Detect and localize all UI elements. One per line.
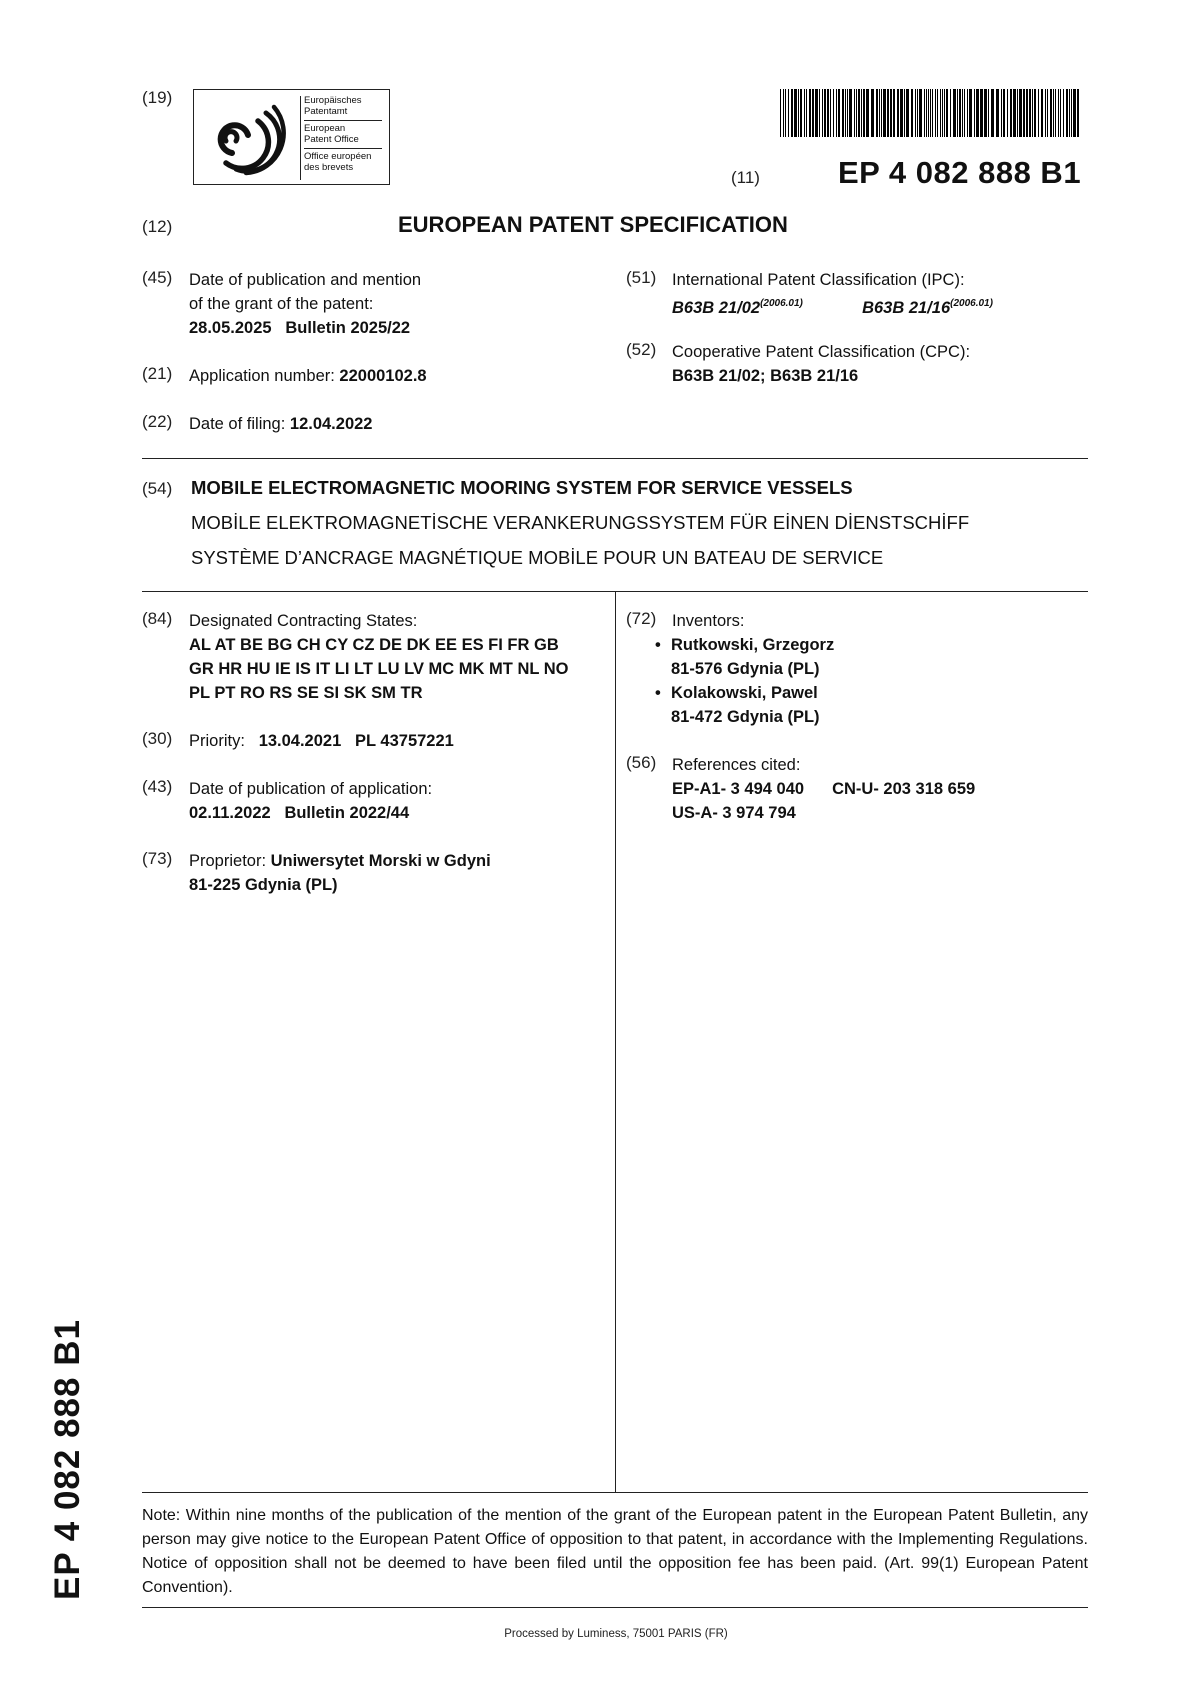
- processed-by: Processed by Luminess, 75001 PARIS (FR): [504, 1628, 728, 1640]
- title-german: MOBİLE ELEKTROMAGNETİSCHE VERANKERUNGSSYSTEM FÜR EİNEN DİENSTSCHİFF: [191, 512, 970, 533]
- barcode-bar: [996, 89, 999, 137]
- barcode-bar: [946, 89, 948, 137]
- patent-number: EP 4 082 888 B1: [838, 155, 1082, 190]
- barcode-bar: [953, 89, 956, 137]
- barcode-bar: [1066, 89, 1068, 137]
- barcode-bar: [1055, 89, 1056, 137]
- inventor-item: [655, 633, 834, 681]
- inid-code-22: (22): [142, 412, 173, 431]
- inid-code-51: (51): [626, 268, 657, 287]
- barcode-bar: [827, 89, 829, 137]
- inid-code-30: (30): [142, 729, 173, 748]
- title-english: MOBILE ELECTROMAGNETIC MOORING SYSTEM FOR SERVICE VESSELS: [191, 477, 853, 498]
- ipc-label: International Patent Classification (IPC):: [672, 271, 965, 289]
- designated-states-line: AL AT BE BG CH CY CZ DE DK EE ES FI FR GB: [189, 636, 559, 654]
- inid-code-56: (56): [626, 753, 657, 772]
- barcode-bar: [830, 89, 831, 137]
- barcode-bar: [1003, 89, 1005, 137]
- inid-code-12: (12): [142, 217, 173, 236]
- inid-code-45: (45): [142, 268, 173, 287]
- filing-date-row: [189, 412, 372, 436]
- inventor-address: 81-472 Gdynia (PL): [671, 708, 820, 726]
- ipc-class-1-version: (2006.01): [760, 298, 803, 309]
- barcode-bar: [798, 89, 799, 137]
- title-block: [191, 470, 969, 575]
- barcode-bar: [1007, 89, 1008, 137]
- inid-code-72: (72): [626, 609, 657, 628]
- priority-label: Priority:: [189, 732, 245, 750]
- barcode-bar: [1073, 89, 1076, 137]
- inid-code-21: (21): [142, 364, 173, 383]
- ipc-class-1: B63B 21/02: [672, 299, 761, 317]
- barcode-bar: [1038, 89, 1039, 137]
- references-label: References cited:: [672, 756, 801, 774]
- barcode-bar: [926, 89, 927, 137]
- inventor-address: 81-576 Gdynia (PL): [671, 660, 820, 678]
- barcode-bar: [836, 89, 837, 137]
- barcode-bar: [1045, 89, 1046, 137]
- barcode-bar: [879, 89, 880, 137]
- column-divider: [615, 591, 616, 1493]
- grant-publication: [189, 268, 421, 340]
- barcode-bar: [930, 89, 931, 137]
- barcode-bar: [800, 89, 802, 137]
- document-type: EUROPEAN PATENT SPECIFICATION: [398, 212, 788, 237]
- barcode-bar: [1047, 89, 1048, 137]
- inventors: [672, 609, 834, 729]
- barcode-bar: [1041, 89, 1043, 137]
- barcode-bar: [944, 89, 945, 137]
- application-number: 22000102.8: [339, 367, 427, 385]
- inventors-label: Inventors:: [672, 612, 745, 630]
- priority-date: 13.04.2021: [258, 732, 342, 750]
- divider: [142, 1607, 1088, 1608]
- proprietor-label: Proprietor:: [189, 852, 271, 870]
- barcode-bar: [883, 89, 886, 137]
- ipc-class-2-version: (2006.01): [950, 298, 993, 309]
- barcode-bar: [957, 89, 958, 137]
- barcode-bar: [991, 89, 994, 137]
- barcode-bar: [1032, 89, 1033, 137]
- ipc-class-2: B63B 21/16: [862, 299, 951, 317]
- barcode-bar: [897, 89, 899, 137]
- barcode-bar: [1069, 89, 1070, 137]
- barcode-bar: [858, 89, 860, 137]
- barcode-bar: [863, 89, 865, 137]
- title-french: SYSTÈME D’ANCRAGE MAGNÉTIQUE MOBİLE POUR UN BATEAU DE SERVICE: [191, 547, 884, 568]
- barcode-bar: [1019, 89, 1022, 137]
- barcode-bar: [845, 89, 846, 137]
- barcode-bar: [984, 89, 987, 137]
- barcode-bar: [783, 89, 784, 137]
- barcode-bar: [917, 89, 918, 137]
- barcode: [780, 89, 1082, 137]
- cpc-block: [672, 340, 970, 388]
- filing-date-label: Date of filing:: [189, 415, 290, 433]
- application-publication-date: 02.11.2022: [189, 804, 271, 822]
- barcode-bar: [964, 89, 965, 137]
- inid-code-73: (73): [142, 849, 173, 868]
- grant-publication-date: 28.05.2025: [189, 319, 272, 337]
- cpc-label: Cooperative Patent Classification (CPC):: [672, 343, 971, 361]
- reference-item: EP-A1- 3 494 040: [672, 780, 805, 798]
- barcode-bar: [847, 89, 848, 137]
- barcode-bar: [822, 89, 823, 137]
- barcode-bar: [974, 89, 975, 137]
- barcode-bar: [833, 89, 834, 137]
- barcode-bar: [1034, 89, 1036, 137]
- grant-publication-bulletin: Bulletin 2025/22: [285, 319, 411, 337]
- designated-states: [189, 609, 568, 705]
- barcode-bar: [1001, 89, 1002, 137]
- barcode-bar: [937, 89, 938, 137]
- barcode-bar: [842, 89, 844, 137]
- barcode-bar: [887, 89, 889, 137]
- grant-publication-label-2: of the grant of the patent:: [189, 295, 374, 313]
- application-number-label: Application number:: [189, 367, 340, 385]
- barcode-bar: [988, 89, 989, 137]
- barcode-bar: [1023, 89, 1025, 137]
- barcode-bar: [928, 89, 929, 137]
- epo-logo-icon: [196, 91, 296, 183]
- office-line: European: [304, 123, 346, 134]
- barcode-bar: [962, 89, 963, 137]
- proprietor-name: Uniwersytet Morski w Gdyni: [270, 852, 491, 870]
- barcode-bar: [911, 89, 913, 137]
- barcode-bar: [881, 89, 882, 137]
- designated-states-line: PL PT RO RS SE SI SK SM TR: [189, 684, 423, 702]
- barcode-bar: [1058, 89, 1059, 137]
- priority-number: PL 43757221: [355, 732, 454, 750]
- barcode-bar: [794, 89, 797, 137]
- barcode-bar: [904, 89, 905, 137]
- office-line: Patent Office: [304, 133, 359, 145]
- barcode-bar: [1053, 89, 1054, 137]
- barcode-bar: [1060, 89, 1061, 137]
- inventor-item: [655, 681, 834, 729]
- barcode-bar: [969, 89, 972, 137]
- barcode-bar: [1063, 89, 1064, 137]
- barcode-bar: [1071, 89, 1072, 137]
- barcode-bar: [815, 89, 818, 137]
- barcode-bar: [856, 89, 857, 137]
- barcode-bar: [876, 89, 878, 137]
- barcode-bar: [849, 89, 852, 137]
- office-line: Europäisches: [304, 95, 362, 106]
- barcode-bar: [809, 89, 811, 137]
- barcode-bar: [804, 89, 805, 137]
- filing-date: 12.04.2022: [289, 415, 373, 433]
- inid-code-54: (54): [142, 479, 173, 498]
- grant-publication-label-1: Date of publication and mention: [189, 271, 422, 289]
- barcode-bar: [1013, 89, 1016, 137]
- barcode-bar: [1050, 89, 1052, 137]
- inventor-name: • Kolakowski, Pawel: [671, 684, 818, 702]
- inid-code-19: (19): [142, 88, 173, 107]
- office-line: Patentamt: [304, 105, 348, 117]
- priority-row: [189, 729, 454, 753]
- barcode-bar: [893, 89, 895, 137]
- inid-code-84: (84): [142, 609, 173, 628]
- barcode-bar: [871, 89, 874, 137]
- office-line: des brevets: [304, 161, 354, 173]
- barcode-bar: [791, 89, 793, 137]
- barcode-bar: [806, 89, 807, 137]
- barcode-bar: [1029, 89, 1031, 137]
- designated-states-label: Designated Contracting States:: [189, 612, 418, 630]
- barcode-bar: [935, 89, 936, 137]
- application-publication: [189, 777, 432, 825]
- inventor-name: • Rutkowski, Grzegorz: [671, 636, 835, 654]
- barcode-bar: [900, 89, 903, 137]
- office-name: [300, 96, 386, 180]
- opposition-note: Note: Within nine months of the publication of the mention of the grant of the European patent in the European Patent Bulletin, any person may give notice to the European Patent Office of opposition to that patent, in accordance with the Implementing Regulations. Notice of opposition shall not be deemed to have been filed until the opposition fee has been paid. (Art. 99(1) European Patent Convention).: [142, 1507, 1088, 1596]
- barcode-bar: [819, 89, 820, 137]
- barcode-bar: [906, 89, 909, 137]
- barcode-bar: [1077, 89, 1079, 137]
- barcode-bar: [932, 89, 933, 137]
- reference-item: US-A- 3 974 794: [672, 804, 796, 822]
- application-publication-label: Date of publication of application:: [189, 780, 433, 798]
- barcode-bar: [1026, 89, 1028, 137]
- barcode-bar: [942, 89, 943, 137]
- barcode-bar: [1017, 89, 1018, 137]
- barcode-bar: [959, 89, 961, 137]
- inid-code-43: (43): [142, 777, 173, 796]
- inid-code-11: (11): [731, 168, 760, 187]
- inid-code-52: (52): [626, 340, 657, 359]
- barcode-bar: [890, 89, 892, 137]
- barcode-bar: [924, 89, 925, 137]
- barcode-bar: [785, 89, 786, 137]
- barcode-bar: [976, 89, 979, 137]
- office-line: Office européen: [304, 151, 372, 162]
- barcode-bar: [838, 89, 840, 137]
- barcode-bar: [967, 89, 968, 137]
- epo-logo: [193, 89, 390, 185]
- cpc-value: B63B 21/02; B63B 21/16: [672, 367, 859, 385]
- proprietor-address: 81-225 Gdynia (PL): [189, 876, 338, 894]
- barcode-bar: [866, 89, 869, 137]
- barcode-bar: [950, 89, 951, 137]
- references-cited: [672, 753, 975, 825]
- reference-item: CN-U- 203 318 659: [832, 780, 976, 798]
- application-publication-bulletin: Bulletin 2022/44: [284, 804, 410, 822]
- barcode-bar: [1010, 89, 1012, 137]
- barcode-bar: [812, 89, 814, 137]
- barcode-bar: [940, 89, 941, 137]
- barcode-bar: [854, 89, 855, 137]
- proprietor: [189, 849, 491, 897]
- barcode-bar: [980, 89, 983, 137]
- barcode-bar: [780, 89, 781, 137]
- barcode-bar: [915, 89, 916, 137]
- divider: [142, 458, 1088, 459]
- divider: [142, 1492, 1088, 1493]
- designated-states-line: GR HR HU IE IS IT LI LT LU LV MC MK MT NL NO: [189, 660, 569, 678]
- barcode-bar: [919, 89, 922, 137]
- barcode-bar: [861, 89, 862, 137]
- ipc-block: [672, 268, 993, 320]
- barcode-bar: [824, 89, 826, 137]
- application-number-row: [189, 364, 427, 388]
- side-patent-number: EP 4 082 888 B1: [48, 1319, 87, 1600]
- barcode-bar: [788, 89, 789, 137]
